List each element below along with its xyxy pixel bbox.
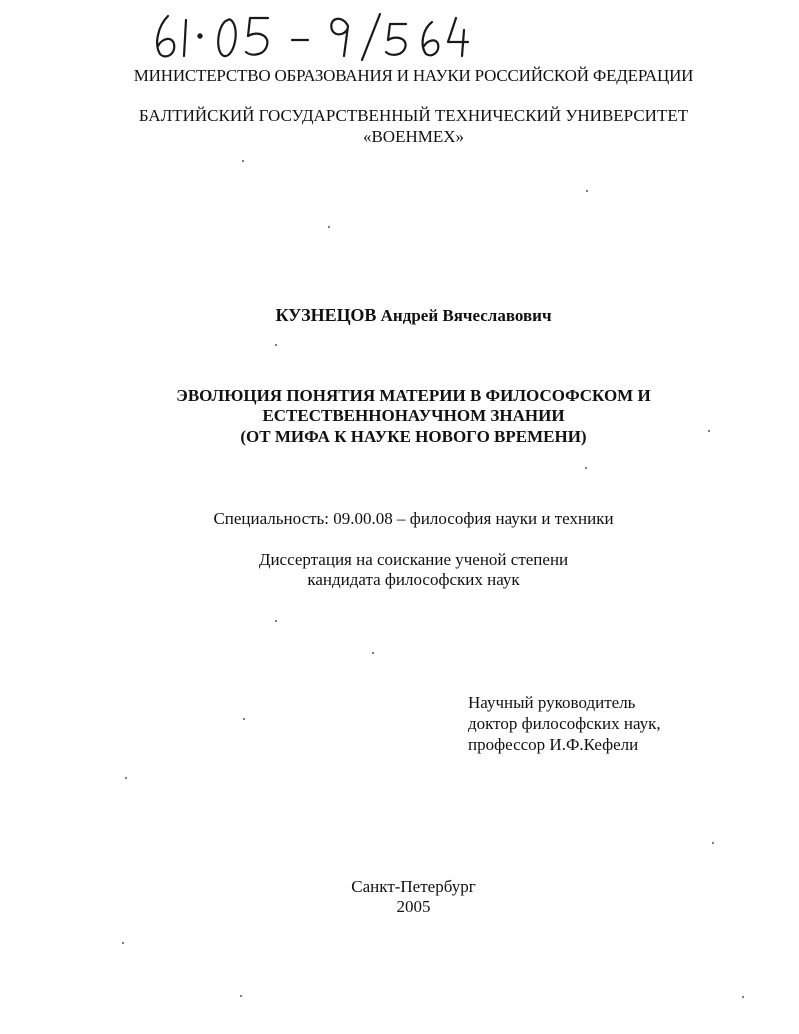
scan-speck [125, 777, 127, 779]
scan-speck [372, 652, 374, 654]
thesis-title-line: ЭВОЛЮЦИЯ ПОНЯТИЯ МАТЕРИИ В ФИЛОСОФСКОМ И [176, 386, 651, 405]
scan-speck [243, 718, 245, 720]
city: Санкт-Петербург [351, 877, 476, 896]
ministry-heading: МИНИСТЕРСТВО ОБРАЗОВАНИЯ И НАУКИ РОССИЙСКОЙ ФЕДЕРАЦИИ [133, 66, 694, 85]
dissertation-degree-line: кандидата философских наук [307, 570, 520, 589]
supervisor-degree: доктор философских наук, [468, 714, 661, 733]
scan-speck [708, 430, 710, 432]
scan-speck [122, 942, 124, 944]
scan-speck [712, 842, 714, 844]
supervisor-block [468, 692, 661, 755]
specialty-line: Специальность: 09.00.08 – философия науки и техники [213, 509, 614, 528]
university-nickname: «ВОЕНМЕХ» [362, 127, 465, 146]
thesis-title-line: ЕСТЕСТВЕННОНАУЧНОМ ЗНАНИИ [262, 406, 565, 425]
scan-speck [240, 995, 242, 997]
year: 2005 [396, 897, 431, 916]
thesis-title-line: (ОТ МИФА К НАУКЕ НОВОГО ВРЕМЕНИ) [240, 427, 587, 446]
scan-speck [328, 226, 330, 228]
handwritten-catalog-number [150, 8, 470, 64]
author-given-names: Андрей Вячеславович [380, 306, 552, 325]
scan-speck [242, 160, 244, 162]
university-name: БАЛТИЙСКИЙ ГОСУДАРСТВЕННЫЙ ТЕХНИЧЕСКИЙ УНИВЕРСИТЕТ [138, 106, 689, 125]
scan-speck [586, 190, 588, 192]
scan-speck [742, 996, 744, 998]
scan-speck [275, 620, 277, 622]
author-surname: КУЗНЕЦОВ [275, 305, 377, 325]
scan-speck [275, 344, 277, 346]
supervisor-name: профессор И.Ф.Кефели [468, 735, 639, 754]
supervisor-label: Научный руководитель [468, 693, 636, 712]
dissertation-degree-line: Диссертация на соискание ученой степени [258, 550, 569, 569]
author-name [14, 305, 799, 326]
scan-speck [585, 467, 587, 469]
